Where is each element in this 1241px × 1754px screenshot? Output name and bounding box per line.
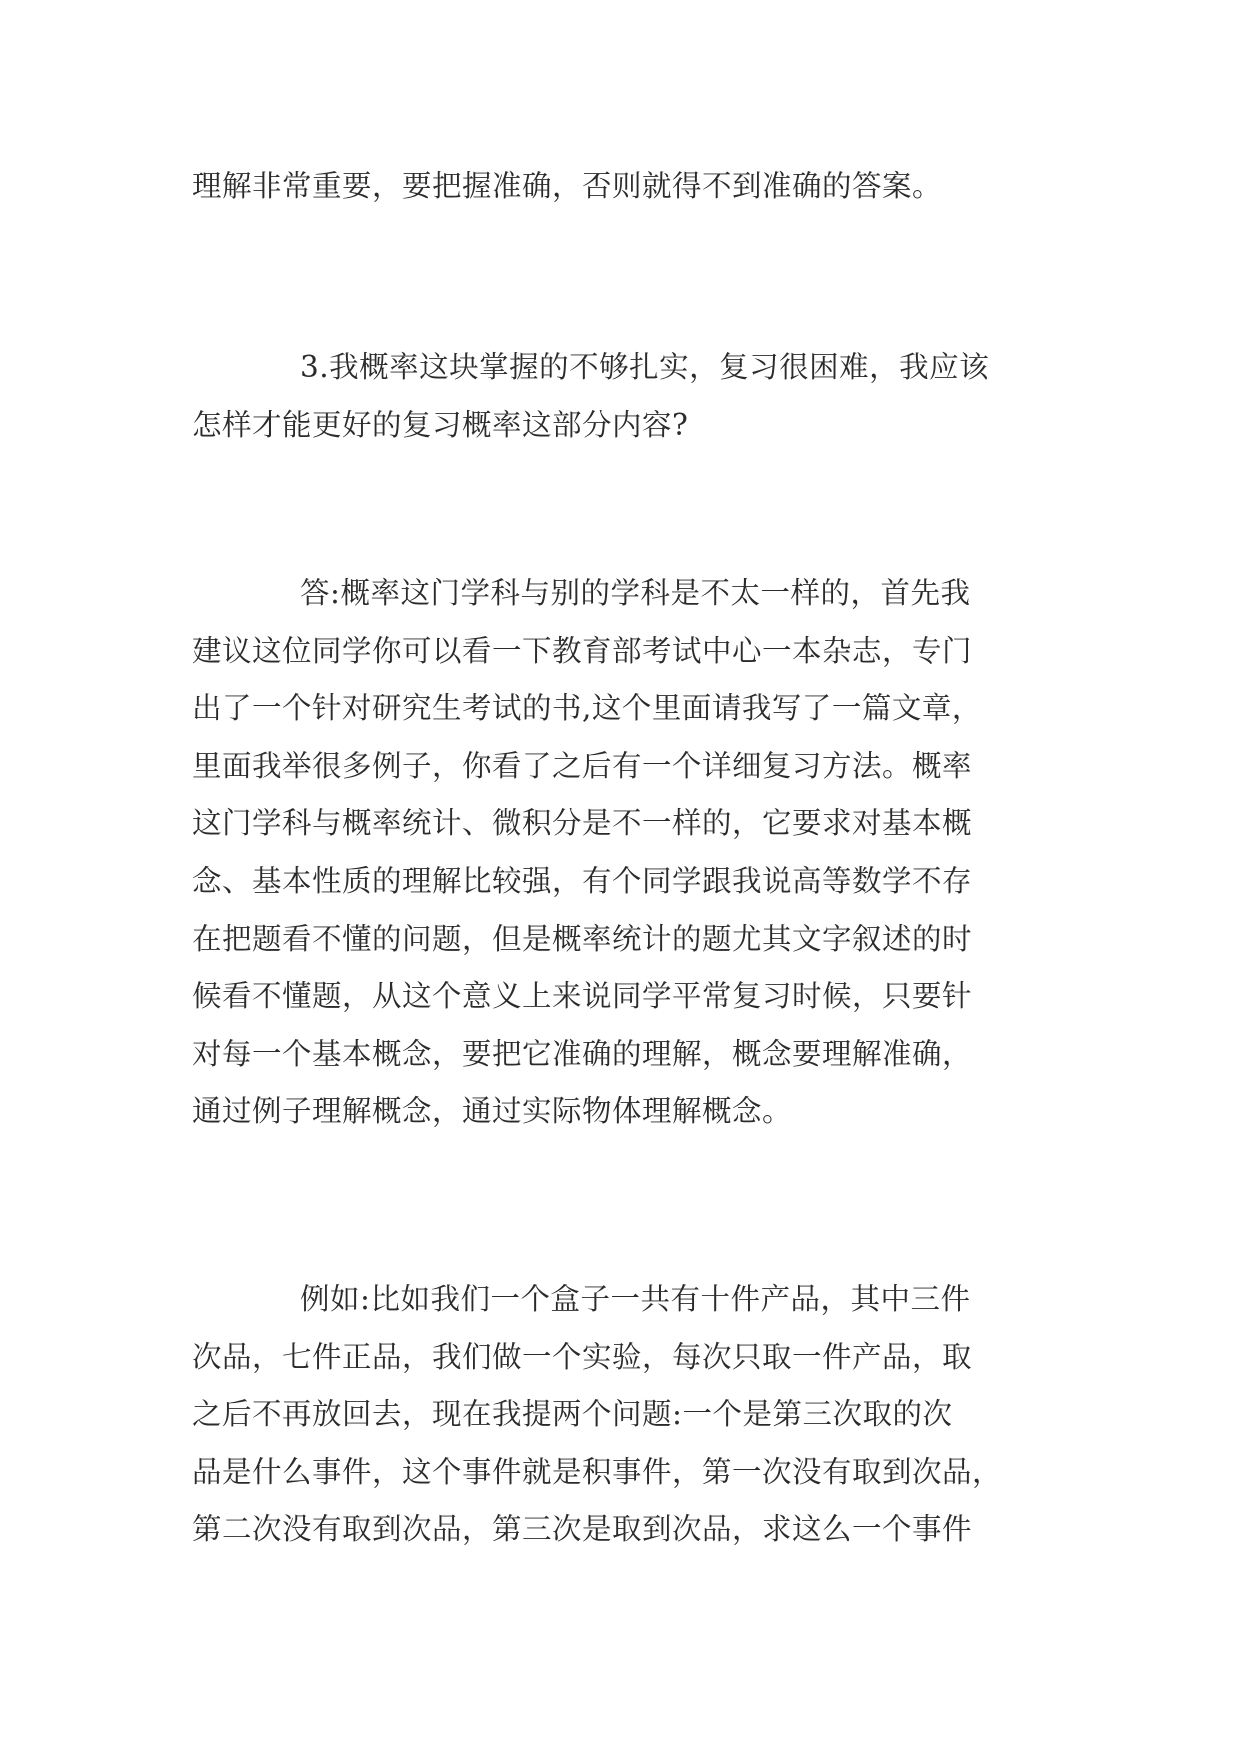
text-line: 念、基本性质的理解比较强，有个同学跟我说高等数学不存	[192, 863, 973, 898]
text-line: 例如:比如我们一个盒子一共有十件产品，其中三件	[300, 1282, 971, 1316]
text-line: 对每一个基本概念，要把它准确的理解，概念要理解准确，	[192, 1036, 973, 1071]
text-line: 出了一个针对研究生考试的书,这个里面请我写了一篇文章，	[192, 691, 982, 726]
text-line: 里面我举很多例子，你看了之后有一个详细复习方法。概率	[192, 748, 973, 783]
text-line: 怎样才能更好的复习概率这部分内容?	[192, 407, 689, 442]
text-line: 这门学科与概率统计、微积分是不一样的，它要求对基本概	[192, 806, 973, 841]
text-line: 第二次没有取到次品，第三次是取到次品，求这么一个事件	[192, 1512, 973, 1547]
paragraph-example	[192, 1271, 1062, 1559]
text-line: 之后不再放回去，现在我提两个问题:一个是第三次取的次	[192, 1397, 953, 1432]
text-line: 次品，七件正品，我们做一个实验，每次只取一件产品，取	[192, 1339, 973, 1374]
text-line: 候看不懂题，从这个意义上来说同学平常复习时候，只要针	[192, 979, 973, 1014]
text-line: 3.我概率这块掌握的不够扎实，复习很困难，我应该	[300, 350, 990, 384]
paragraph-answer	[192, 565, 1062, 1141]
paragraph-continuation	[192, 158, 1062, 216]
text-line: 建议这位同学你可以看一下教育部考试中心一本杂志，专门	[192, 633, 973, 668]
text-line: 在把题看不懂的问题，但是概率统计的题尤其文字叙述的时	[192, 921, 973, 956]
text-line: 理解非常重要，要把握准确，否则就得不到准确的答案。	[192, 169, 943, 203]
text-line: 品是什么事件，这个事件就是积事件，第一次没有取到次品，	[192, 1454, 1003, 1489]
text-line: 通过例子理解概念，通过实际物体理解概念。	[192, 1094, 793, 1129]
text-line: 答:概率这门学科与别的学科是不太一样的，首先我	[300, 576, 971, 610]
paragraph-question-3	[192, 339, 1062, 454]
